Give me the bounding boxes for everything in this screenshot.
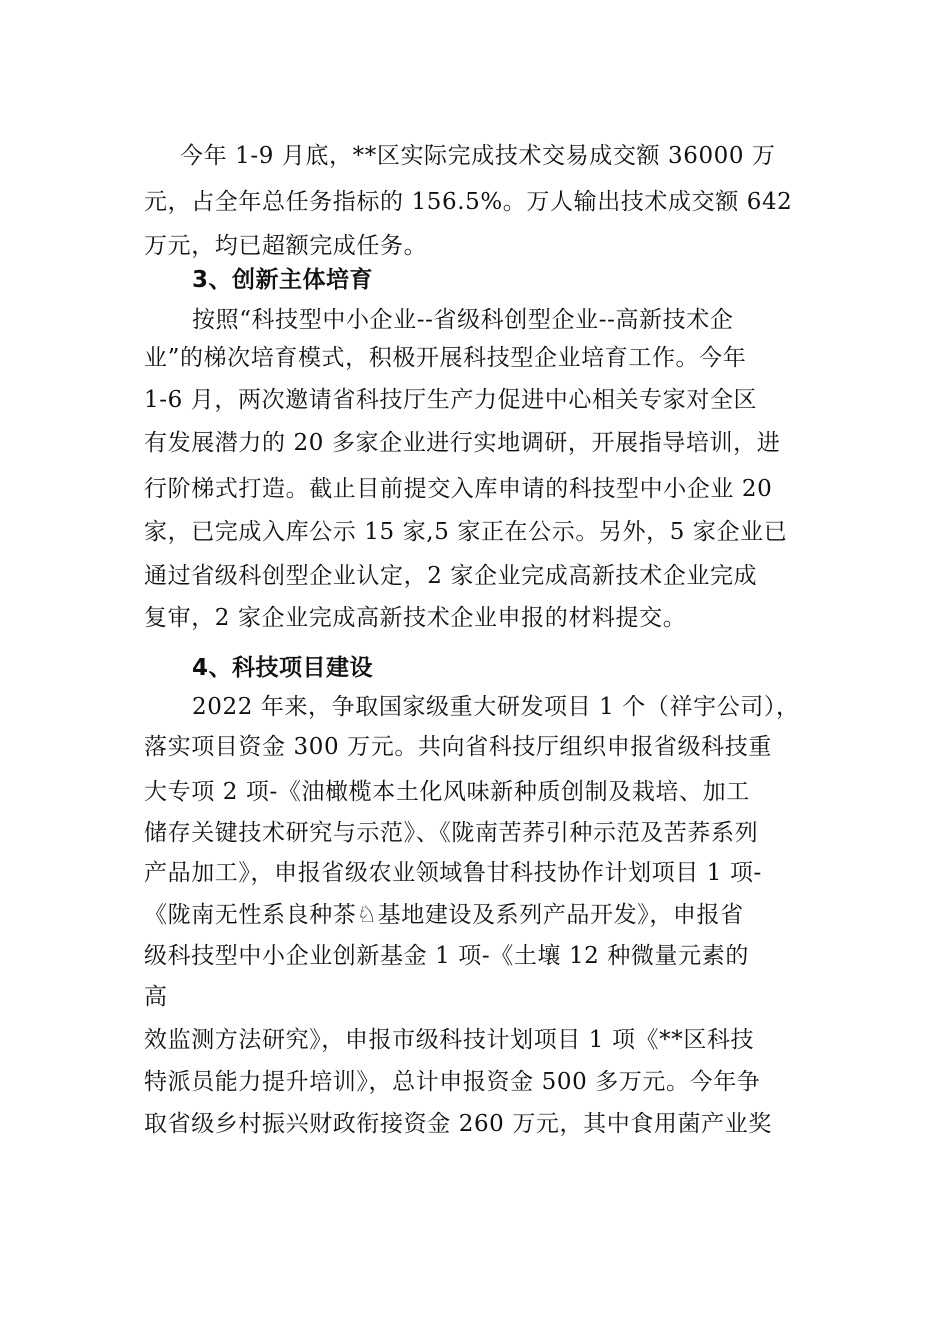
- paragraph-line: 元，占全年总任务指标的 156.5%。万人输出技术成交额 642: [144, 189, 793, 215]
- paragraph-line: 落实项目资金 300 万元。共向省科技厅组织申报省级科技重: [144, 734, 772, 760]
- paragraph-line: 特派员能力提升培训》，总计申报资金 500 多万元。今年争: [144, 1069, 761, 1095]
- section-heading: 4、科技项目建设: [192, 655, 374, 681]
- section-heading: 3、创新主体培育: [192, 267, 374, 293]
- paragraph-line: 储存关键技术研究与示范》、《陇南苦荞引种示范及苦荞系列: [144, 820, 759, 846]
- paragraph-line: 按照“科技型中小企业--省级科创型企业--高新技术企: [192, 307, 734, 333]
- paragraph-line: 1-6 月，两次邀请省科技厅生产力促进中心相关专家对全区: [144, 387, 758, 413]
- paragraph-line: 家，已完成入库公示 15 家,5 家正在公示。另外，5 家企业已: [144, 519, 788, 545]
- paragraph-line: 《陇南无性系良种茶♘基地建设及系列产品开发》，申报省: [144, 902, 744, 928]
- paragraph-line: 万元，均已超额完成任务。: [144, 233, 428, 259]
- paragraph-line: 复审，2 家企业完成高新技术企业申报的材料提交。: [144, 605, 687, 631]
- paragraph-line: 高: [144, 984, 168, 1010]
- paragraph-line: 通过省级科创型企业认定，2 家企业完成高新技术企业完成: [144, 563, 758, 589]
- paragraph-line: 产品加工》，申报省级农业领域鲁甘科技协作计划项目 1 项-: [144, 860, 762, 886]
- paragraph-line: 效监测方法研究》，申报市级科技计划项目 1 项《**区科技: [144, 1027, 755, 1053]
- paragraph-line: 今年 1-9 月底，**区实际完成技术交易成交额 36000 万: [180, 143, 776, 169]
- paragraph-line: 2022 年来，争取国家级重大研发项目 1 个（祥宇公司），: [192, 694, 800, 720]
- paragraph-line: 取省级乡村振兴财政衔接资金 260 万元，其中食用菌产业奖: [144, 1111, 772, 1137]
- paragraph-line: 业”的梯次培育模式，积极开展科技型企业培育工作。今年: [144, 345, 747, 371]
- paragraph-line: 行阶梯式打造。截止目前提交入库申请的科技型中小企业 20: [144, 476, 773, 502]
- paragraph-line: 级科技型中小企业创新基金 1 项-《土壤 12 种微量元素的: [144, 943, 749, 969]
- paragraph-line: 大专项 2 项-《油橄榄本土化风味新种质创制及栽培、加工: [144, 779, 750, 805]
- paragraph-line: 有发展潜力的 20 多家企业进行实地调研，开展指导培训，进: [144, 430, 781, 456]
